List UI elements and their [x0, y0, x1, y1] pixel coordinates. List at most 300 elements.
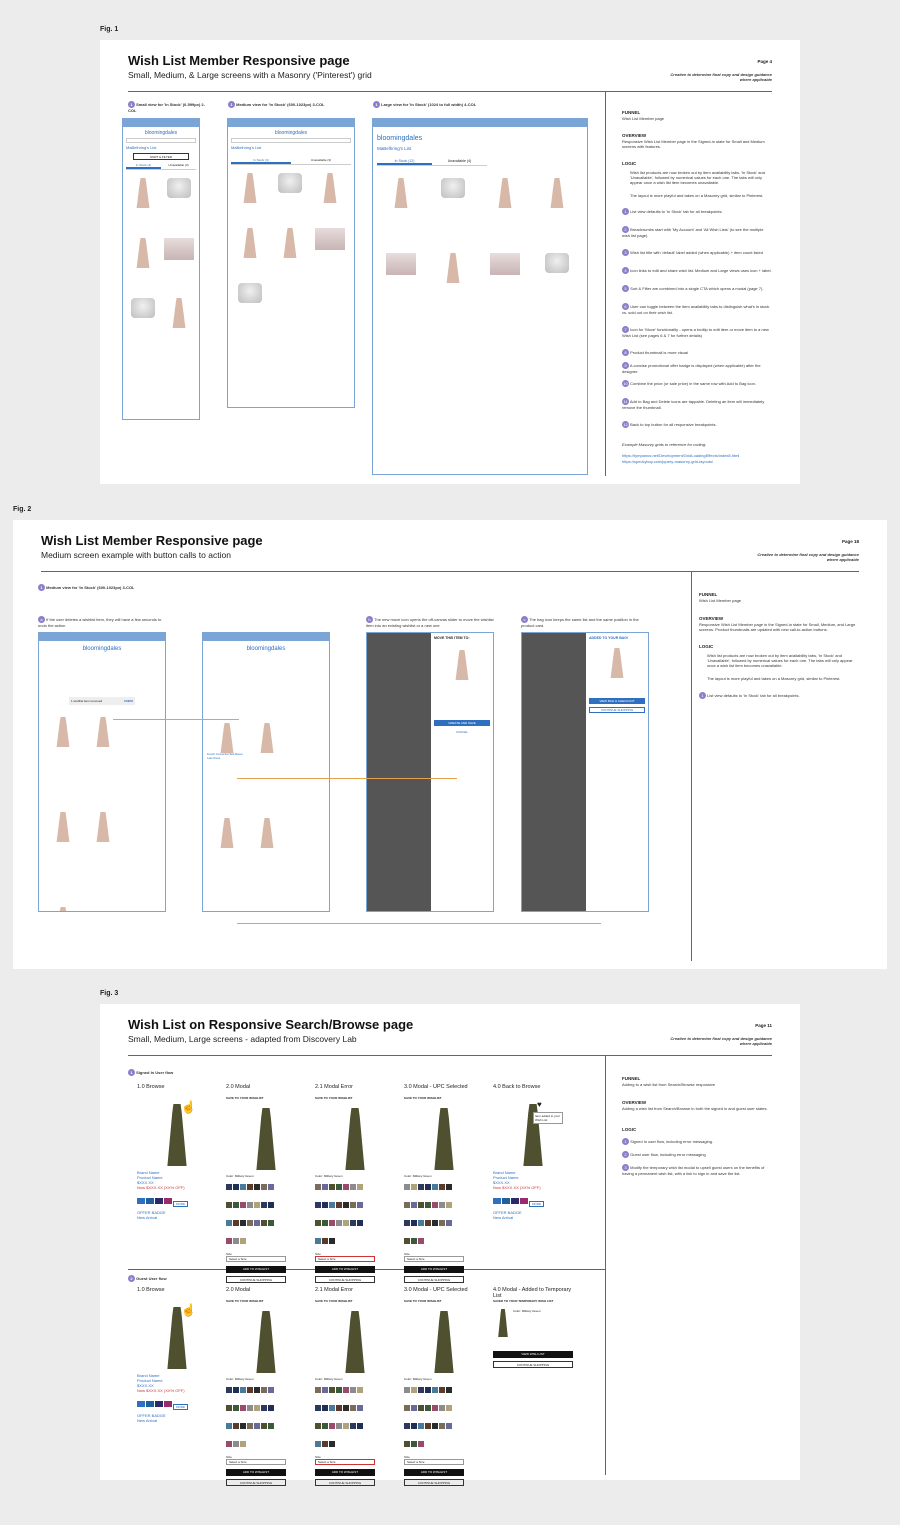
tab-unavailable[interactable]: Unavailable (3): [168, 163, 189, 167]
fig2-overview: Responsive Wish List Member page in the Signed-in state for Small, Medium, and Large screens. Product thumbnails are updated with new call-to-action buttons.: [699, 622, 856, 633]
size-select[interactable]: Select a Size: [226, 1256, 286, 1262]
color-swatch[interactable]: [261, 1202, 267, 1208]
fig1-funnel: Wish List Member page: [622, 116, 665, 121]
color-swatch[interactable]: [315, 1220, 321, 1226]
color-swatch[interactable]: [336, 1220, 342, 1226]
product-card[interactable]: [161, 294, 197, 334]
product-card[interactable]: [230, 169, 270, 224]
color-swatch[interactable]: [425, 1220, 431, 1226]
color-swatch[interactable]: [432, 1405, 438, 1411]
color-swatch[interactable]: [520, 1198, 528, 1204]
color-swatch[interactable]: [425, 1184, 431, 1190]
more-button[interactable]: MORE: [529, 1201, 544, 1207]
color-swatch[interactable]: [240, 1423, 246, 1429]
color-swatch[interactable]: [254, 1202, 260, 1208]
color-swatch[interactable]: [446, 1423, 452, 1429]
undo-button[interactable]: UNDO: [124, 699, 133, 703]
color-swatch[interactable]: [446, 1220, 452, 1226]
color-swatch[interactable]: [226, 1238, 232, 1244]
color-swatch[interactable]: [404, 1405, 410, 1411]
product-brand[interactable]: Brand Name: [137, 1170, 160, 1175]
size-label: Size: [315, 1252, 321, 1256]
color-swatch[interactable]: [164, 1401, 172, 1407]
color-swatch[interactable]: [315, 1202, 321, 1208]
color-swatch[interactable]: [329, 1184, 335, 1190]
color-swatch[interactable]: [350, 1423, 356, 1429]
size-label: Size: [226, 1252, 232, 1256]
color-swatch[interactable]: [446, 1202, 452, 1208]
fig2-frame-move: [366, 632, 494, 912]
logic-item-text: Add to Bag and Delete icons are tappable. Deleting an item will immediately remove the thumbnail.: [622, 399, 765, 410]
color-swatch[interactable]: [418, 1184, 424, 1190]
color-swatch[interactable]: [343, 1405, 349, 1411]
color-swatch[interactable]: [315, 1441, 321, 1447]
product-card[interactable]: [247, 905, 287, 912]
color-swatch[interactable]: [336, 1202, 342, 1208]
product-card[interactable]: [207, 715, 247, 810]
color-swatch[interactable]: [336, 1184, 342, 1190]
color-swatch[interactable]: [425, 1202, 431, 1208]
view-bag-button[interactable]: VIEW BAG & CHECKOUT: [589, 698, 645, 704]
fig1-col-large: 1 Large view for 'In Stock' (1024 to full width) 4-COL: [373, 101, 483, 108]
color-swatch[interactable]: [418, 1441, 424, 1447]
color-swatch[interactable]: [357, 1202, 363, 1208]
add-to-wishlist-button[interactable]: ADD TO WISHLIST: [404, 1266, 464, 1273]
color-swatch[interactable]: [254, 1423, 260, 1429]
logic-item: [622, 285, 772, 292]
color-swatch[interactable]: [343, 1184, 349, 1190]
size-select[interactable]: Select a Size: [404, 1459, 464, 1465]
color-swatch[interactable]: [357, 1405, 363, 1411]
move-panel: [431, 633, 493, 911]
color-swatch[interactable]: [418, 1238, 424, 1244]
color-swatch[interactable]: [343, 1220, 349, 1226]
color-swatch[interactable]: [322, 1405, 328, 1411]
product-card[interactable]: [531, 170, 583, 225]
color-swatch[interactable]: [336, 1405, 342, 1411]
product-image[interactable]: [254, 1311, 278, 1373]
logic-item: [622, 421, 772, 428]
color-swatch[interactable]: [261, 1220, 267, 1226]
color-swatch[interactable]: [357, 1184, 363, 1190]
add-to-wishlist-button[interactable]: ADD TO WISHLIST: [404, 1469, 464, 1476]
color-swatch[interactable]: [233, 1441, 239, 1447]
logo: bloomingdales: [377, 135, 423, 142]
color-swatch[interactable]: [315, 1238, 321, 1244]
tab-in-stock[interactable]: In Stock (12): [377, 159, 432, 165]
color-swatch[interactable]: [254, 1405, 260, 1411]
flow-step-title: 1.0 Browse: [137, 1084, 165, 1090]
product-image[interactable]: [343, 1108, 367, 1170]
color-swatch[interactable]: [404, 1423, 410, 1429]
logic-item-text: Combine the price (or sale price) in the same row with Add to Bag icon.: [629, 381, 756, 386]
product-arrival: New Arrival: [137, 1418, 158, 1423]
color-swatch[interactable]: [164, 1198, 172, 1204]
color-swatch[interactable]: [226, 1441, 232, 1447]
color-swatch[interactable]: [439, 1405, 445, 1411]
color-swatch[interactable]: [411, 1202, 417, 1208]
add-to-wishlist-button[interactable]: ADD TO WISHLIST: [315, 1266, 375, 1273]
color-swatch[interactable]: [357, 1387, 363, 1393]
step-badge: 10: [623, 381, 628, 386]
color-swatch[interactable]: [411, 1220, 417, 1226]
product-card[interactable]: [310, 169, 350, 224]
tab-in-stock[interactable]: In Stock (4): [126, 163, 161, 169]
fig1-sheet: [100, 40, 800, 484]
product-card[interactable]: [43, 709, 83, 804]
color-swatch[interactable]: [432, 1184, 438, 1190]
color-swatch[interactable]: [329, 1202, 335, 1208]
product-image[interactable]: [343, 1311, 367, 1373]
color-swatch[interactable]: [261, 1405, 267, 1411]
continue-shopping-button[interactable]: CONTINUE SHOPPING: [315, 1479, 375, 1486]
color-swatch[interactable]: [233, 1238, 239, 1244]
product-card[interactable]: [161, 174, 197, 214]
logic-item: [622, 326, 772, 338]
fig1-logic-h: LOGIC: [622, 161, 637, 166]
product-card[interactable]: [427, 245, 479, 320]
arrow-undo: [113, 719, 239, 720]
product-card[interactable]: [479, 170, 531, 225]
color-swatch[interactable]: [254, 1220, 260, 1226]
continue-shopping-button[interactable]: CONTINUE SHOPPING: [493, 1361, 573, 1368]
color-swatch[interactable]: [411, 1387, 417, 1393]
color-swatch[interactable]: [439, 1220, 445, 1226]
color-swatch[interactable]: [315, 1184, 321, 1190]
step-badge: 8: [622, 349, 629, 356]
color-swatch[interactable]: [268, 1220, 274, 1226]
color-swatch[interactable]: [155, 1198, 163, 1204]
color-swatch[interactable]: [247, 1184, 253, 1190]
product-badge: OFFER BADGE: [137, 1210, 166, 1215]
color-swatch[interactable]: [155, 1401, 163, 1407]
color-swatch[interactable]: [411, 1238, 417, 1244]
color-swatch[interactable]: [268, 1184, 274, 1190]
color-swatch[interactable]: [343, 1387, 349, 1393]
swatch-grid: [226, 1381, 278, 1453]
step-badge: 7: [622, 326, 629, 333]
color-swatch[interactable]: [329, 1423, 335, 1429]
logic-item-text: Sort & Filter are combined into a single CTA which opens a modal (page 7).: [629, 286, 764, 291]
color-swatch[interactable]: [329, 1220, 335, 1226]
fig1-ref-2[interactable]: https://speckyboy.com/jquery-masonry-grid-layouts/: [622, 459, 714, 464]
color-swatch[interactable]: [418, 1387, 424, 1393]
color-swatch[interactable]: [432, 1423, 438, 1429]
product-image[interactable]: [432, 1108, 456, 1170]
color-swatch[interactable]: [240, 1202, 246, 1208]
color-swatch[interactable]: [322, 1441, 328, 1447]
product-card[interactable]: [125, 294, 161, 334]
continue-shopping-button[interactable]: CONTINUE SHOPPING: [226, 1479, 286, 1486]
color-swatch[interactable]: [418, 1220, 424, 1226]
color-swatch[interactable]: [350, 1387, 356, 1393]
product-image[interactable]: [432, 1311, 456, 1373]
color-swatch[interactable]: [404, 1202, 410, 1208]
product-card[interactable]: [161, 234, 197, 274]
product-card[interactable]: [43, 804, 83, 899]
product-card[interactable]: [230, 224, 270, 279]
color-swatch[interactable]: [233, 1220, 239, 1226]
fig2-page: Page 18: [841, 539, 859, 544]
fig1-ref-1[interactable]: https://tympanus.net/Development/GridLoadingEffects/index8.html: [622, 453, 740, 458]
product-card[interactable]: [427, 170, 479, 225]
continue-shopping-button[interactable]: CONTINUE SHOPPING: [315, 1276, 375, 1283]
color-swatch[interactable]: [350, 1405, 356, 1411]
color-swatch[interactable]: [357, 1423, 363, 1429]
color-swatch[interactable]: [411, 1184, 417, 1190]
fig3-vrule: [605, 1055, 606, 1475]
color-swatch[interactable]: [329, 1238, 335, 1244]
more-button[interactable]: MORE: [173, 1404, 188, 1410]
color-swatch[interactable]: [502, 1198, 510, 1204]
color-swatch[interactable]: [254, 1184, 260, 1190]
color-swatch[interactable]: [315, 1405, 321, 1411]
color-swatch[interactable]: [439, 1387, 445, 1393]
color-swatch[interactable]: [226, 1220, 232, 1226]
flow-step-title: 2.1 Modal Error: [315, 1084, 353, 1090]
continue-shopping-button[interactable]: CONTINUE SHOPPING: [226, 1276, 286, 1283]
color-swatch[interactable]: [425, 1387, 431, 1393]
color-swatch[interactable]: [411, 1405, 417, 1411]
color-swatch[interactable]: [439, 1184, 445, 1190]
color-swatch[interactable]: [511, 1198, 519, 1204]
color-swatch[interactable]: [240, 1238, 246, 1244]
color-swatch[interactable]: [404, 1441, 410, 1447]
fig3-overview: Adding a wish list from Search/Browse in both the signed in and guest user states.: [622, 1106, 768, 1111]
product-product[interactable]: Product Name: [137, 1378, 163, 1383]
color-swatch[interactable]: [268, 1423, 274, 1429]
color-swatch[interactable]: [336, 1423, 342, 1429]
color-swatch[interactable]: [226, 1405, 232, 1411]
color-swatch[interactable]: [322, 1423, 328, 1429]
color-swatch[interactable]: [439, 1423, 445, 1429]
more-button[interactable]: MORE: [173, 1201, 188, 1207]
color-swatch[interactable]: [240, 1405, 246, 1411]
step-badge: 3: [622, 1164, 629, 1171]
color-swatch[interactable]: [322, 1238, 328, 1244]
logic-item: [622, 380, 772, 387]
color-swatch[interactable]: [247, 1387, 253, 1393]
fig2-logic-1: Wish list products are now broken out by item availability tabs, 'In Stock' and 'Unavailable', followed by numerical values for each one. The tabs will only appear once a wish list item becomes unavailable.: [707, 653, 853, 669]
product-card[interactable]: [207, 810, 247, 905]
search-input[interactable]: [126, 138, 196, 143]
product-card[interactable]: [375, 245, 427, 300]
fig2-step-b: b The new move icon opens the off-canvas slider to move the wishlist item into an existing wishlist or a new one: [366, 617, 494, 628]
step-badge: 9: [622, 362, 629, 369]
color-swatch[interactable]: [322, 1202, 328, 1208]
color-swatch[interactable]: [404, 1238, 410, 1244]
color-swatch[interactable]: [432, 1202, 438, 1208]
heart-icon[interactable]: ♥: [537, 1100, 542, 1109]
color-swatch[interactable]: [261, 1387, 267, 1393]
product-card[interactable]: [230, 279, 270, 319]
color-swatch[interactable]: [268, 1405, 274, 1411]
color-swatch[interactable]: [247, 1405, 253, 1411]
color-swatch[interactable]: [240, 1441, 246, 1447]
add-to-wishlist-button[interactable]: ADD TO WISHLIST: [315, 1469, 375, 1476]
color-swatch[interactable]: [446, 1184, 452, 1190]
color-swatch[interactable]: [446, 1387, 452, 1393]
product-card[interactable]: [375, 170, 427, 245]
create-save-button[interactable]: CREATE AND SAVE: [434, 720, 490, 726]
color-swatch[interactable]: [404, 1184, 410, 1190]
color-swatch[interactable]: [146, 1401, 154, 1407]
product-card[interactable]: [310, 224, 350, 279]
logic-item: [622, 362, 772, 374]
product-brand[interactable]: Brand Name: [493, 1170, 516, 1175]
tab-unavailable[interactable]: Unavailable (4): [447, 159, 472, 163]
fig1-col-small: 1 Small view for 'In Stock' (0-599px) 2-COL: [128, 102, 205, 113]
color-swatch[interactable]: [425, 1423, 431, 1429]
color-swatch[interactable]: [329, 1405, 335, 1411]
logic-item-text: Back to top button for all responsive breakpoints.: [629, 422, 717, 427]
product-card[interactable]: [479, 245, 531, 300]
color-swatch[interactable]: [418, 1202, 424, 1208]
size-select[interactable]: Select a Size: [404, 1256, 464, 1262]
product-card[interactable]: [531, 245, 583, 300]
product-product[interactable]: Product Name: [493, 1175, 519, 1180]
cancel-button[interactable]: CANCEL: [455, 730, 469, 734]
color-swatch[interactable]: [329, 1441, 335, 1447]
color-swatch[interactable]: [418, 1405, 424, 1411]
logo: bloomingdales: [82, 646, 122, 652]
product-card[interactable]: [43, 899, 83, 912]
color-swatch[interactable]: [315, 1387, 321, 1393]
color-swatch[interactable]: [343, 1202, 349, 1208]
fig3-page: Page 11: [755, 1023, 772, 1028]
product-card[interactable]: [247, 810, 287, 905]
logic-item-text: Icon links to edit and share wish list. Medium and Large views uses icon + label.: [629, 268, 772, 273]
product-name: French Connection Bell-Sleeve Lace Dress: [207, 753, 243, 760]
product-card[interactable]: [270, 169, 310, 224]
color-swatch[interactable]: [404, 1220, 410, 1226]
color-swatch[interactable]: [432, 1387, 438, 1393]
product-price: $XXX.XX: [493, 1180, 510, 1185]
color-swatch[interactable]: [247, 1202, 253, 1208]
size-select[interactable]: Select a Size: [315, 1256, 375, 1262]
color-swatch[interactable]: [357, 1220, 363, 1226]
color-swatch[interactable]: [268, 1202, 274, 1208]
color-swatch[interactable]: [240, 1220, 246, 1226]
product-arrival: New Arrival: [137, 1215, 158, 1220]
product-brand[interactable]: Brand Name: [137, 1373, 160, 1378]
color-swatch[interactable]: [493, 1198, 501, 1204]
color-swatch[interactable]: [254, 1387, 260, 1393]
product-image[interactable]: [254, 1108, 278, 1170]
tab-in-stock[interactable]: In Stock (4): [231, 158, 291, 164]
continue-shopping-button[interactable]: CONTINUE SHOPPING: [404, 1479, 464, 1486]
color-swatch[interactable]: [432, 1220, 438, 1226]
size-label: Size: [404, 1252, 410, 1256]
fig2-step-a: a If the user deletes a wishlist item, they will have a few seconds to undo the action: [38, 617, 162, 628]
color-swatch[interactable]: [137, 1401, 145, 1407]
flow-step: [315, 1287, 395, 1486]
color-swatch[interactable]: [336, 1387, 342, 1393]
color-swatch[interactable]: [226, 1387, 232, 1393]
fig2-frame-actions: [202, 632, 330, 912]
color-swatch[interactable]: [439, 1202, 445, 1208]
color-swatch[interactable]: [226, 1423, 232, 1429]
color-swatch[interactable]: [268, 1387, 274, 1393]
fig3-sheet: [100, 1004, 800, 1485]
color-swatch[interactable]: [233, 1184, 239, 1190]
product-card[interactable]: [247, 715, 287, 810]
color-swatch[interactable]: [233, 1405, 239, 1411]
undo-toast: [69, 697, 135, 705]
product-price: $XXX.XX: [137, 1383, 154, 1388]
color-swatch[interactable]: [350, 1220, 356, 1226]
tab-unavailable[interactable]: Unavailable (3): [310, 158, 332, 162]
color-swatch[interactable]: [322, 1387, 328, 1393]
color-swatch[interactable]: [322, 1184, 328, 1190]
logic-item: [622, 226, 772, 238]
color-swatch[interactable]: [233, 1387, 239, 1393]
color-swatch[interactable]: [240, 1387, 246, 1393]
color-swatch[interactable]: [226, 1184, 232, 1190]
color-swatch[interactable]: [261, 1184, 267, 1190]
add-to-wishlist-button[interactable]: ADD TO WISHLIST: [226, 1469, 286, 1476]
move-title: MOVE THIS ITEM TO:: [434, 636, 470, 640]
view-wishlist-button[interactable]: VIEW WISH LIST: [493, 1351, 573, 1358]
color-swatch[interactable]: [315, 1423, 321, 1429]
flow-step: [226, 1287, 306, 1486]
color-swatch[interactable]: [240, 1184, 246, 1190]
continue-shopping-button[interactable]: CONTINUE SHOPPING: [404, 1276, 464, 1283]
color-swatch[interactable]: [350, 1202, 356, 1208]
color-swatch[interactable]: [233, 1202, 239, 1208]
size-select[interactable]: Select a Size: [226, 1459, 286, 1465]
color-swatch[interactable]: [350, 1184, 356, 1190]
fig3-note: Creative to determine final copy and design guidance where applicable: [670, 1036, 772, 1046]
color-swatch[interactable]: [425, 1405, 431, 1411]
color-swatch[interactable]: [322, 1220, 328, 1226]
product-card[interactable]: [207, 905, 247, 912]
color-swatch[interactable]: [233, 1423, 239, 1429]
flow-step-title: 4.0 Back to Browse: [493, 1084, 541, 1090]
color-swatch[interactable]: [418, 1423, 424, 1429]
product-card[interactable]: [125, 174, 161, 234]
product-card[interactable]: [83, 804, 123, 899]
add-to-wishlist-button[interactable]: ADD TO WISHLIST: [226, 1266, 286, 1273]
size-select[interactable]: Select a Size: [315, 1459, 375, 1465]
color-swatch[interactable]: [404, 1387, 410, 1393]
product-sale: Now $XXX.XX (XX% OFF): [137, 1388, 185, 1393]
fig1-title: Wish List Member Responsive page: [128, 53, 350, 68]
color-swatch[interactable]: [411, 1423, 417, 1429]
fig2-item-1: 1 List view defaults to 'In Stock' tab for all breakpoints.: [699, 692, 859, 699]
color-swatch[interactable]: [247, 1423, 253, 1429]
color-swatch[interactable]: [446, 1405, 452, 1411]
color-swatch[interactable]: [247, 1220, 253, 1226]
product-product[interactable]: Product Name: [137, 1175, 163, 1180]
color-swatch[interactable]: [137, 1198, 145, 1204]
color-swatch[interactable]: [343, 1423, 349, 1429]
color-swatch[interactable]: [329, 1387, 335, 1393]
color-swatch[interactable]: [411, 1441, 417, 1447]
product-card[interactable]: [83, 709, 123, 804]
color-swatch[interactable]: [146, 1198, 154, 1204]
color-swatch[interactable]: [261, 1423, 267, 1429]
product-card[interactable]: [270, 224, 310, 279]
search-input[interactable]: [231, 138, 351, 143]
product-card[interactable]: [125, 234, 161, 294]
sort-filter-button[interactable]: SORT & FILTER: [133, 153, 189, 160]
color-swatch[interactable]: [226, 1202, 232, 1208]
product-sale: Now $XXX.XX (XX% OFF): [137, 1185, 185, 1190]
fig2-funnel-h: FUNNEL: [699, 592, 718, 597]
continue-shopping-button[interactable]: CONTINUE SHOPPING: [589, 707, 645, 713]
logic-item: [622, 398, 772, 410]
